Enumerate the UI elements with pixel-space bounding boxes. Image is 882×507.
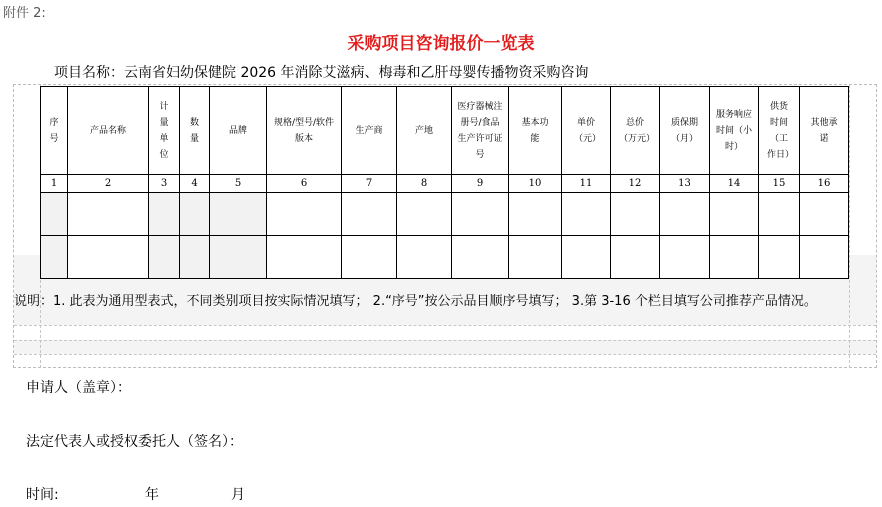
table-cell[interactable] (41, 193, 68, 236)
table-cell[interactable] (149, 236, 180, 279)
month-label: 月 (231, 487, 245, 503)
column-number: 8 (397, 175, 452, 193)
column-number: 7 (342, 175, 397, 193)
column-number: 10 (509, 175, 562, 193)
table-cell[interactable] (180, 193, 210, 236)
table-cell[interactable] (800, 193, 849, 236)
table-cell[interactable] (68, 193, 149, 236)
column-number: 4 (180, 175, 210, 193)
table-cell[interactable] (452, 193, 509, 236)
column-number: 9 (452, 175, 509, 193)
table-cell[interactable] (267, 236, 342, 279)
quotation-table (40, 86, 849, 279)
table-row (41, 193, 849, 236)
table-cell[interactable] (759, 193, 800, 236)
explanation-note: 说明：1. 此表为通用型表式，不同类别项目按实际情况填写； 2.“序号”按公示品目顺序号填写； 3.第 3-16 个栏目填写公司推荐产品情况。 (14, 294, 817, 309)
column-number: 11 (562, 175, 611, 193)
column-header: 其他承诺 (800, 87, 849, 175)
column-number: 2 (68, 175, 149, 193)
table-cell[interactable] (397, 193, 452, 236)
date-line (26, 484, 266, 502)
table-cell[interactable] (509, 236, 562, 279)
table-header-row (41, 87, 849, 175)
attachment-label: 附件 2: (3, 6, 46, 21)
column-header: 服务响应时间（小时） (710, 87, 759, 175)
column-header: 序号 (41, 87, 68, 175)
applicant-seal-label: 申请人（盖章）： (26, 380, 131, 396)
legal-representative-label: 法定代表人或授权委托人（签名）： (26, 434, 243, 450)
table-cell[interactable] (342, 193, 397, 236)
table-cell[interactable] (710, 193, 759, 236)
column-header: 基本功能 (509, 87, 562, 175)
column-number: 3 (149, 175, 180, 193)
column-number: 12 (611, 175, 660, 193)
column-header: 规格/型号/软件版本 (267, 87, 342, 175)
column-number: 16 (800, 175, 849, 193)
table-cell[interactable] (509, 193, 562, 236)
table-cell[interactable] (210, 193, 267, 236)
column-number: 5 (210, 175, 267, 193)
column-number-row (41, 175, 849, 193)
table-cell[interactable] (180, 236, 210, 279)
column-number: 6 (267, 175, 342, 193)
project-name: 项目名称：云南省妇幼保健院 2026 年消除艾滋病、梅毒和乙肝母婴传播物资采购咨询 (54, 65, 589, 81)
column-header: 总价（万元） (611, 87, 660, 175)
column-number: 14 (710, 175, 759, 193)
empty-band (14, 340, 876, 354)
column-number: 15 (759, 175, 800, 193)
column-header: 品牌 (210, 87, 267, 175)
column-header: 医疗器械注册号/食品生产许可证号 (452, 87, 509, 175)
table-cell[interactable] (660, 193, 710, 236)
table-cell[interactable] (68, 236, 149, 279)
table-cell[interactable] (800, 236, 849, 279)
table-cell[interactable] (149, 193, 180, 236)
column-header: 产地 (397, 87, 452, 175)
table-row (41, 236, 849, 279)
table-cell[interactable] (210, 236, 267, 279)
table-cell[interactable] (611, 193, 660, 236)
column-header: 生产商 (342, 87, 397, 175)
column-header: 质保期（月） (660, 87, 710, 175)
table-cell[interactable] (267, 193, 342, 236)
table-cell[interactable] (397, 236, 452, 279)
table-cell[interactable] (759, 236, 800, 279)
column-number: 13 (660, 175, 710, 193)
column-header: 单价（元） (562, 87, 611, 175)
table-cell[interactable] (342, 236, 397, 279)
table-cell[interactable] (611, 236, 660, 279)
document-title: 采购项目咨询报价一览表 (347, 34, 535, 54)
table-cell[interactable] (710, 236, 759, 279)
table-cell[interactable] (452, 236, 509, 279)
table-cell[interactable] (660, 236, 710, 279)
table-cell[interactable] (562, 236, 611, 279)
column-header: 供货时间（工作日） (759, 87, 800, 175)
table-cell[interactable] (41, 236, 68, 279)
year-label: 年 (145, 487, 159, 503)
column-header: 计量单位 (149, 87, 180, 175)
column-number: 1 (41, 175, 68, 193)
date-label: 时间: (26, 487, 59, 503)
column-header: 产品名称 (68, 87, 149, 175)
table-cell[interactable] (562, 193, 611, 236)
column-header: 数量 (180, 87, 210, 175)
